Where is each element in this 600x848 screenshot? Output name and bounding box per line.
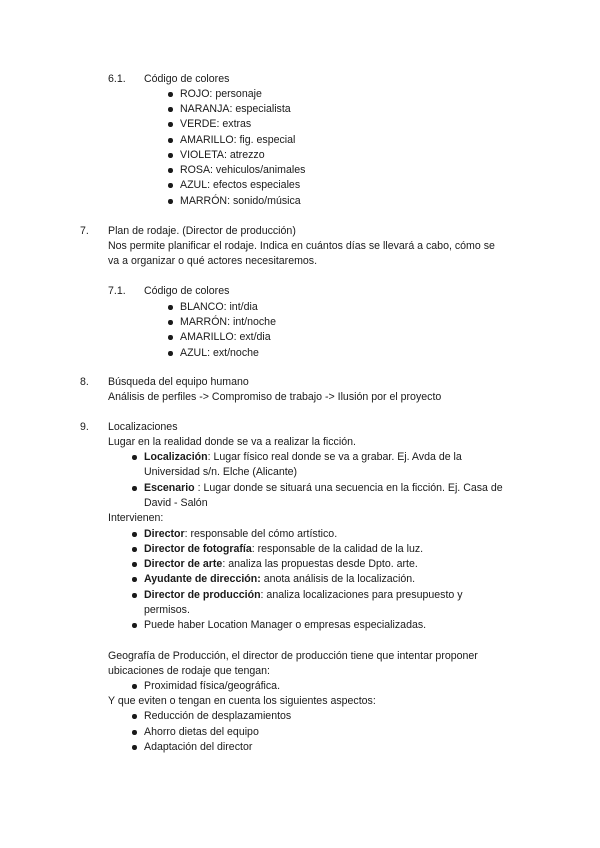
role-text: : responsable de la calidad de la luz.	[251, 543, 424, 555]
section-number: 6.1.	[108, 73, 126, 85]
paragraph-line: Intervienen:	[108, 512, 164, 524]
role-item	[144, 572, 415, 587]
list-item: AMARILLO: ext/dia	[180, 331, 271, 343]
bullet-icon	[168, 351, 173, 356]
section-title: Código de colores	[144, 73, 230, 85]
definition-item	[144, 481, 503, 496]
definition-item	[144, 450, 462, 465]
paragraph-line: va a organizar o qué actores necesitaremos.	[108, 255, 318, 267]
bullet-icon	[168, 153, 173, 158]
list-item: MARRÓN: sonido/música	[180, 195, 301, 207]
bullet-icon	[132, 593, 137, 598]
bullet-icon	[132, 577, 137, 582]
bullet-icon	[168, 305, 173, 310]
list-item: VIOLETA: atrezzo	[180, 149, 265, 161]
list-item: Reducción de desplazamientos	[144, 710, 292, 722]
bullet-icon	[132, 455, 137, 460]
role-text: : analiza las propuestas desde Dpto. arte.	[222, 558, 418, 570]
definition-text: : Lugar físico real donde se va a grabar. Ej. Avda de la	[207, 451, 462, 463]
bullet-icon	[132, 486, 137, 491]
list-item: BLANCO: int/dia	[180, 301, 258, 313]
role-item	[144, 557, 418, 572]
role-term: Director de arte	[144, 558, 223, 570]
paragraph-line: Análisis de perfiles -> Compromiso de trabajo -> Ilusión por el proyecto	[108, 391, 442, 403]
bullet-icon	[132, 684, 137, 689]
section-number: 8.	[80, 376, 89, 388]
list-item: Ahorro dietas del equipo	[144, 726, 259, 738]
role-term: Director de fotografía	[144, 543, 252, 555]
paragraph-line: Y que eviten o tengan en cuenta los siguientes aspectos:	[108, 695, 376, 707]
list-item: Puede haber Location Manager o empresas especializadas.	[144, 619, 427, 631]
section-title: Localizaciones	[108, 421, 178, 433]
list-item: MARRÓN: int/noche	[180, 316, 276, 328]
section-title: Búsqueda del equipo humano	[108, 376, 249, 388]
bullet-icon	[132, 547, 137, 552]
list-item: VERDE: extras	[180, 118, 252, 130]
bullet-icon	[168, 107, 173, 112]
bullet-icon	[168, 320, 173, 325]
bullet-icon	[168, 122, 173, 127]
role-term: Director	[144, 528, 185, 540]
role-text: anota análisis de la localización.	[260, 573, 416, 585]
list-item: ROJO: personaje	[180, 88, 262, 100]
role-term: Director de producción	[144, 589, 261, 601]
bullet-icon	[168, 183, 173, 188]
definition-term: Escenario	[144, 482, 195, 494]
section-number: 9.	[80, 421, 89, 433]
bullet-icon	[168, 168, 173, 173]
list-item: Proximidad física/geográfica.	[144, 680, 281, 692]
bullet-icon	[132, 745, 137, 750]
role-text: permisos.	[144, 604, 190, 616]
definition-text: : Lugar donde se situará una secuencia en la ficción. Ej. Casa de	[194, 482, 503, 494]
list-item: ROSA: vehiculos/animales	[180, 164, 306, 176]
section-title: Plan de rodaje. (Director de producción)	[108, 225, 296, 237]
role-item	[144, 527, 337, 542]
bullet-icon	[132, 623, 137, 628]
role-text: : analiza localizaciones para presupuesto y	[260, 589, 463, 601]
list-item: AMARILLO: fig. especial	[180, 134, 296, 146]
section-title: Código de colores	[144, 285, 230, 297]
definition-term: Localización	[144, 451, 208, 463]
role-text: : responsable del cómo artístico.	[184, 528, 338, 540]
section-number: 7.1.	[108, 285, 126, 297]
paragraph-line: Lugar en la realidad donde se va a realizar la ficción.	[108, 436, 356, 448]
role-item	[144, 542, 423, 557]
bullet-icon	[132, 562, 137, 567]
list-item: Adaptación del director	[144, 741, 253, 753]
paragraph-line: ubicaciones de rodaje que tengan:	[108, 665, 270, 677]
list-item: AZUL: ext/noche	[180, 347, 259, 359]
bullet-icon	[168, 92, 173, 97]
paragraph-line: Nos permite planificar el rodaje. Indica en cuántos días se llevará a cabo, cómo se	[108, 240, 495, 252]
list-item: AZUL: efectos especiales	[180, 179, 301, 191]
role-term: Ayudante de dirección:	[144, 573, 261, 585]
list-item: NARANJA: especialista	[180, 103, 291, 115]
bullet-icon	[168, 138, 173, 143]
definition-text: Universidad s/n. Elche (Alicante)	[144, 466, 298, 478]
bullet-icon	[168, 199, 173, 204]
bullet-icon	[132, 714, 137, 719]
bullet-icon	[132, 532, 137, 537]
paragraph-line: Geografía de Producción, el director de producción tiene que intentar proponer	[108, 650, 478, 662]
bullet-icon	[168, 335, 173, 340]
bullet-icon	[132, 730, 137, 735]
section-number: 7.	[80, 225, 89, 237]
definition-text: David - Salón	[144, 497, 208, 509]
role-item	[144, 588, 463, 603]
